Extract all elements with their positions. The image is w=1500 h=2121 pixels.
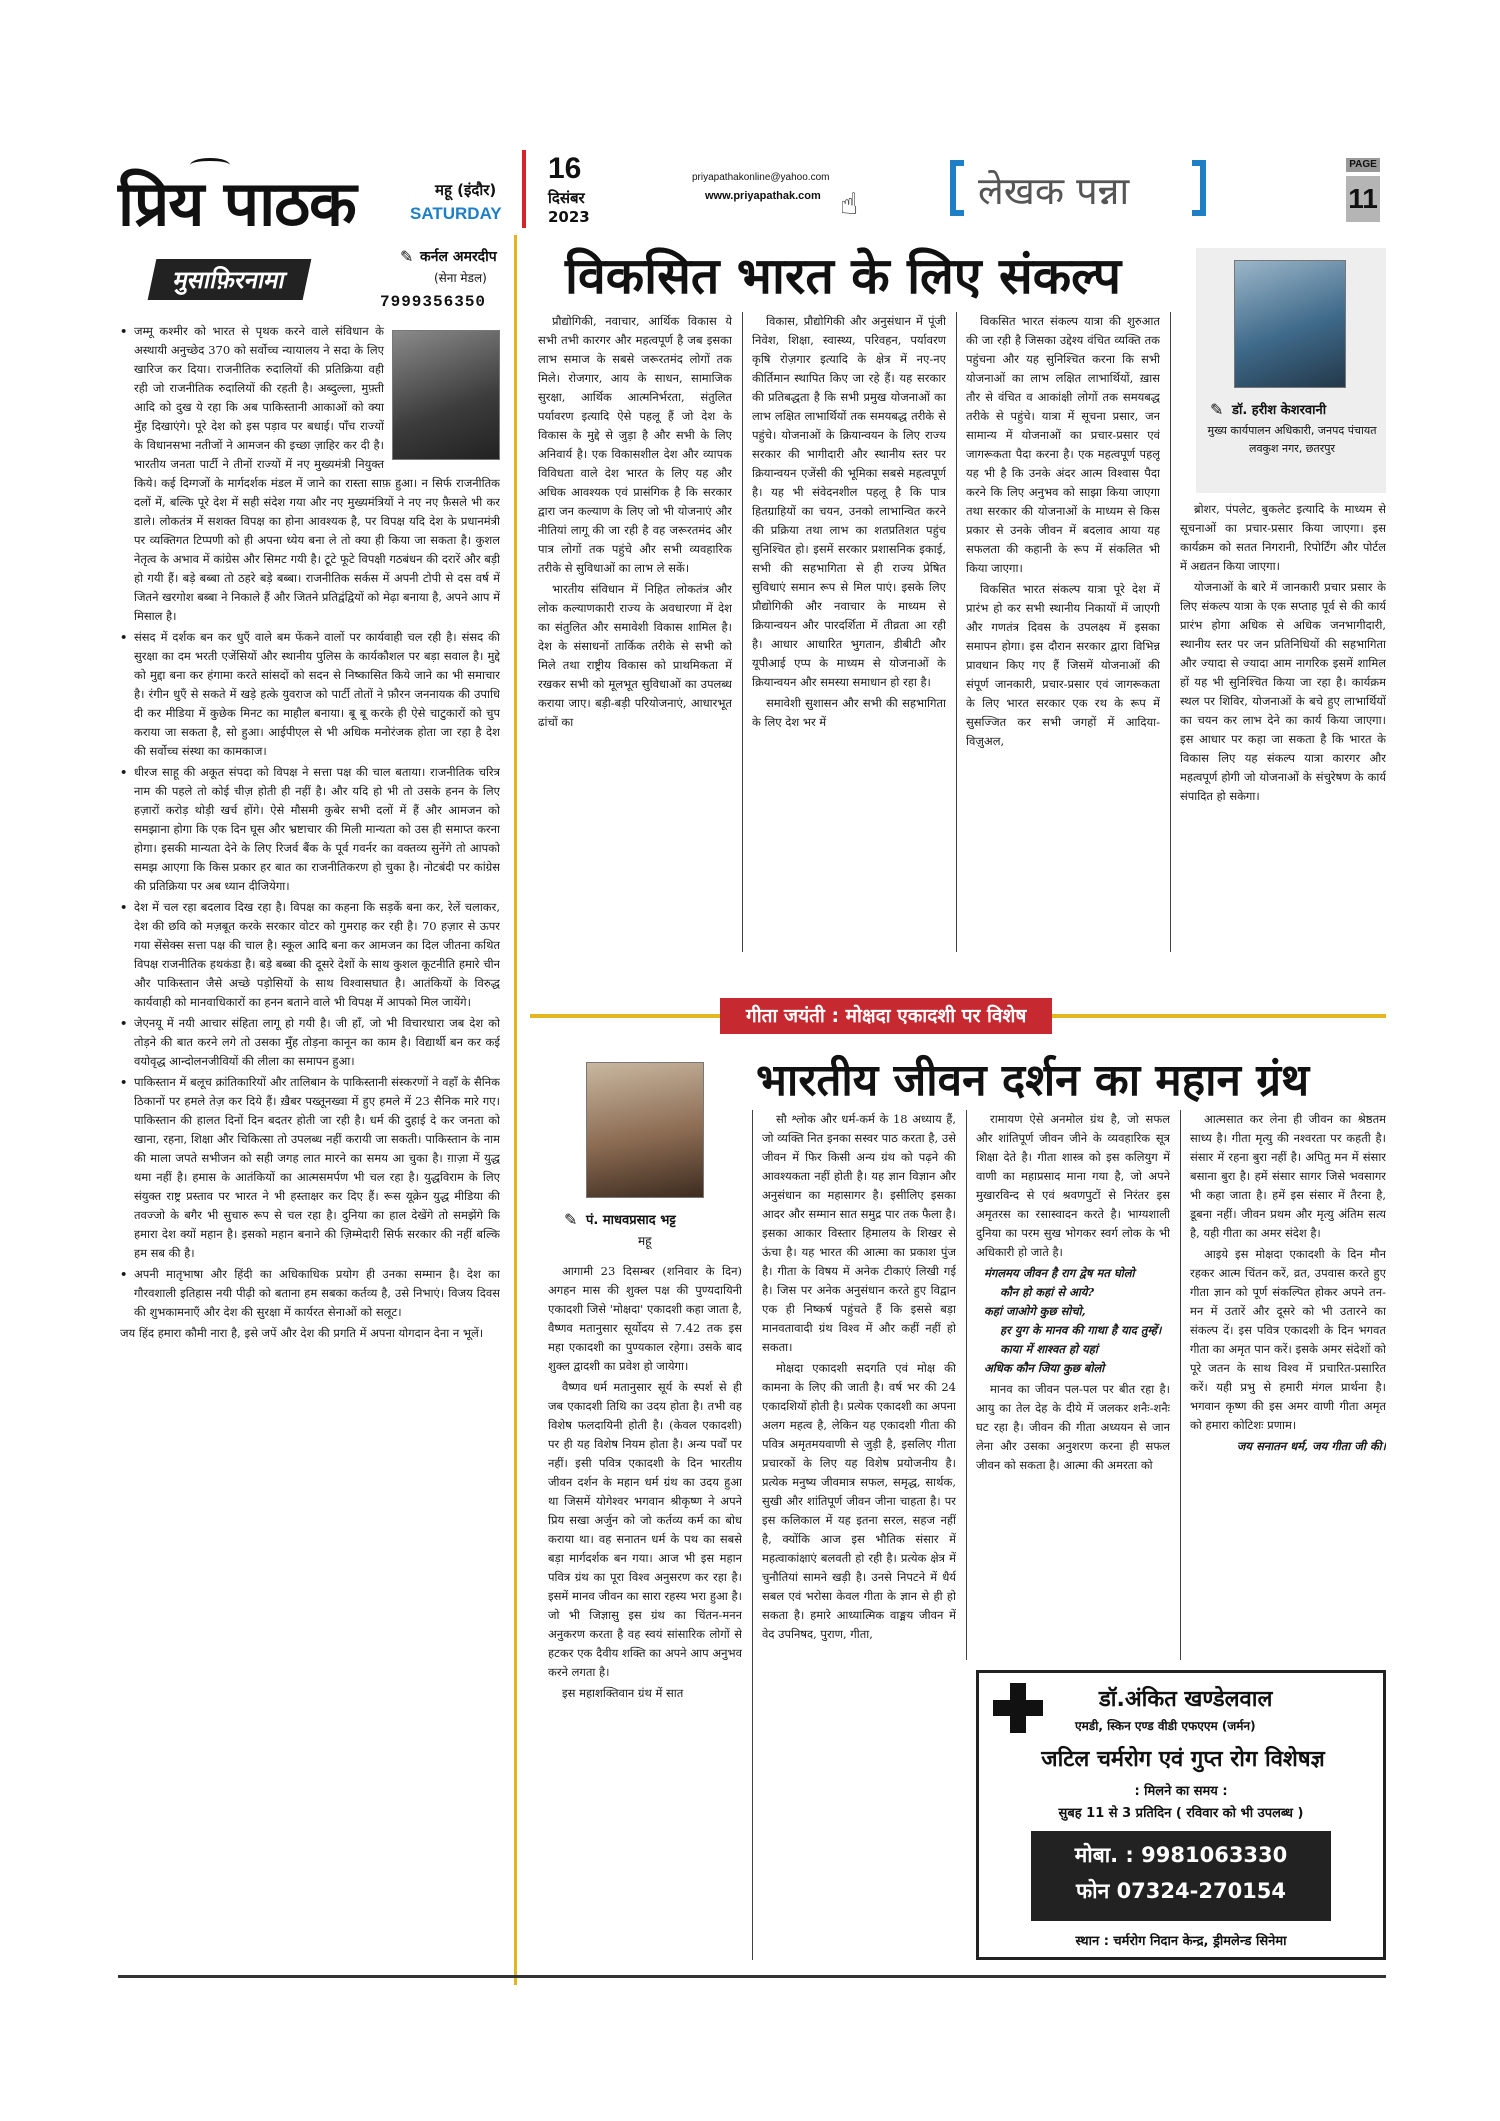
bottom-closing: जय सनातन धर्म, जय गीता जी की। — [1236, 1439, 1386, 1453]
top-col-4 — [1180, 500, 1386, 952]
masthead — [0, 0, 1500, 240]
pen-icon: ✎ — [1210, 400, 1224, 419]
page-badge — [1346, 158, 1380, 224]
column-rule — [956, 312, 957, 952]
advert-meeting-label: : मिलने का समय : — [1134, 1784, 1228, 1799]
top-paragraph: विकास, प्रौद्योगिकी और अनुसंधान में पूंजी निवेश, शिक्षा, स्वास्थ्य, परिवहन, पर्यावरण कृषि रोज़गार इत्यादि के क्षेत्र में नए-नए कीर्तिमान स्थापित किए जा रहे हैं। यह सरकार की प्रतिबद्धता है कि सभी प्रमुख योजनाओं का लाभ लक्षित लाभार्थियों तक समयबद्ध तरीके से पहुंचे। योजनाओं के क्रियान्वयन के लिए राज्य सरकार की भागीदारी और स्थानीय स्तर पर क्रियान्वयन एजेंसी की भूमिका सबसे महत्वपूर्ण है। यह भी संवेदनशील पहलू है कि पात्र हितग्राहियों का चयन, उनको लाभान्वित करने की प्रक्रिया तथा लाभ का शतप्रतिशत पहुंच सुनिश्चित हो। इसमें सरकार प्रशासनिक इकाई, सभी की सहभागिता से ही राज्य प्रेषित सुविधाएं समान रूप से मिल पाएं। इसके लिए प्रौद्योगिकी और नवाचार के माध्यम से क्रियान्वयन और पारदर्शिता में तीव्रता आ रही है। आधार आधारित भुगतान, डीबीटी और यूपीआई एप्प के माध्यम से योजनाओं के क्रियान्वयन और समस्या समाधान हो रहा है। — [752, 314, 946, 689]
top-col-3 — [966, 312, 1160, 952]
advert-mobile[interactable]: मोबा. : 9981063330 — [1074, 1843, 1288, 1867]
left-author-phone: 7999356350 — [380, 293, 487, 311]
top-paragraph: योजनाओं के बारे में जानकारी प्रचार प्रसार के लिए संकल्प यात्रा के एक सप्ताह पूर्व से की कार्य प्रारंभ होगा अधिक से अधिक जनभागीदारी, स्थानीय स्तर पर जन प्रतिनिधियों की सहभागिता और ज्यादा से ज्यादा आम नागरिक इसमें शामिल हों यह भी सुनिश्चित किया जा रहा है। कार्यक्रम स्थल पर शिविर, योजनाओं के बचे हुए लाभार्थियों का चयन कर लाभ देने का कार्य किया जाएगा। इस आधार पर कहा जा सकता है कि भारत के विकास लिए यह संकल्प यात्रा कारगर और महत्वपूर्ण होगी जो योजनाओं के संचुरेषण के कार्य संपादित हो सकेगा। — [1180, 580, 1386, 803]
top-headline: विकसित भारत के लिए संकल्प — [565, 247, 1122, 305]
top-author-role: मुख्य कार्यपालन अधिकारी, जनपद पंचायत लवकुश नगर, छतरपुर — [1207, 424, 1377, 455]
bottom-headline: भारतीय जीवन दर्शन का महान ग्रंथ — [756, 1055, 1310, 1106]
pen-icon: ✎ — [400, 247, 414, 266]
bottom-paragraph: आत्मसात कर लेना ही जीवन का श्रेष्ठतम साध्य है। गीता मृत्यु की नश्वरता पर कहती है। संसार में रहना बुरा नहीं है। अपितु मन में संसार बसाना बुरा है। हमें संसार सागर जिसे भवसागर भी कहा जाता है। हमें इस संसार में तैरना है, डूबना नहीं। जीवन प्रथम और मृत्यु अंतिम सत्य है, यही गीता का अमर संदेश है। — [1190, 1112, 1386, 1240]
top-paragraph: विकसित भारत संकल्प यात्रा पूरे देश में प्रारंभ हो कर सभी स्थानीय निकायों में जाएगी और गणतंत्र दिवस के उपलक्ष्य में इसका समापन होगा। इस दौरान सरकार द्वारा विभिन्न प्रावधान किए गए हैं जिसमें योजनाओं की संपूर्ण जानकारी, प्रचार-प्रसार एवं जागरूकता के लिए भारत सरकार एक रथ के रूप में सुसज्जित कर सभी जगहों में आदिया-विज़ुअल, — [966, 582, 1160, 748]
top-paragraph: भारतीय संविधान में निहित लोकतंत्र और लोक कल्याणकारी राज्य के अवधारणा में देश का संतुलित और समावेशी विकास शामिल है। देश के संसाधनों तार्किक तरीके से सभी को मिले तथा राष्ट्रीय विकास को प्राथमिकता में रखकर सभी को मूलभूत सुविधाओं का उपलब्ध कराया जाए। बड़ी-बड़ी परियोजनाएं, आधारभूत ढांचों का — [538, 582, 732, 729]
author-box-top — [1196, 248, 1386, 493]
masthead-email[interactable]: priyapathakonline@yahoo.com — [692, 172, 830, 183]
column-rule — [1180, 1110, 1181, 1660]
advert-degree: एमडी, स्किन एण्ड वीडी एफएएम (जर्मन) — [1075, 1719, 1256, 1733]
left-paragraph: • देश में चल रहा बदलाव दिख रहा है। विपक्ष का कहना कि सड़कें बना कर, रेलें चलाकर, देश की छवि को मज़बूत करके सरकार वोटर को गुमराह कर रही है। 70 हज़ार से ऊपर गया सेंसेक्स सत्ता पक्ष की चाल है। स्कूल आदि बना कर आमजन का दिल जीतना कथित विपक्ष राजनीतिक हथकंडा है। बड़े बब्बा की दूसरे देशों के साथ कुशल कूटनीति हमारे चीन और पाकिस्तान जैसे अच्छे पड़ोसियों के साथ विश्वासघात है। आतंकियों के विरुद्ध कार्यवाही को मानवाधिकारों का हनन बताने वाले भी विपक्ष में आपको मिल जायेंगे। — [120, 898, 500, 1012]
left-paragraph: • पाकिस्तान में बलूच क्रांतिकारियों और तालिबान के पाकिस्तानी संस्करणों ने वहाँ के सैनिक ठिकानों पर हमले तेज़ कर दिये हैं। ख़ैबर पख्तूनख्वा में हुए हमले में 23 सैनिक मारे गए। पाकिस्तान की हालत दिनों दिन बदतर होती जा रही है। धर्म की दुहाई दे कर जनता को खाना, रहना, शिक्षा और चिकित्सा तो उपलब्ध नहीं करायी जा सकती। पाकिस्तान के नाम की माला जपते सभीजन को सही जगह लात मारने का समय आ चुका है। ग़ाज़ा में युद्ध थमा नहीं है। हमास के आतंकियों का आत्मसमर्पण भी चल रहा है। युद्धविराम के लिए संयुक्त राष्ट्र प्रस्ताव पर भारत ने भी हस्ताक्षर कर दिए हैं। रूस यूक्रेन युद्ध मीडिया की तवज्जो के बगैर भी सुचारु रूप से चल रहा है। दुनिया का हाल देखेंगे तो समझेंगे कि हमारा देश क्यों महान है। इसको महान बनाने की ज़िम्मेदारी सिर्फ सरकार की नहीं बल्कि हम सब की है। — [120, 1073, 500, 1263]
bottom-author-name: पं. माधवप्रसाद भट्ट — [586, 1213, 676, 1228]
top-author-photo — [1234, 260, 1346, 388]
bottom-paragraph: सौ श्लोक और धर्म-कर्म के 18 अध्याय हैं, जो व्यक्ति नित इनका सस्वर पाठ करता है, उसे जीवन में फिर किसी अन्य ग्रंथ को पढ़ने की आवश्यकता नहीं होती है। यह ज्ञान विज्ञान और अनुसंधान का महासागर है। इसीलिए इसका आदर और सम्मान सात समुद्र पार तक फैला है। इसका आकार विस्तार हिमालय के शिखर से ऊंचा है। यह भारत की आत्मा का प्रकाश पुंज है। गीता के विषय में अनेक टीकाएं लिखी गई है। जिस पर अनेक अनुसंधान करते हुए विद्वान एक ही निष्कर्ष पहुंचते हैं कि इससे बड़ा मानवतावादी ग्रंथ विश्व में और कहीं नहीं हो सकता। — [762, 1112, 956, 1354]
masthead-lamp-icon — [190, 158, 230, 172]
bottom-paragraph: रामायण ऐसे अनमोल ग्रंथ है, जो सफल और शांतिपूर्ण जीवन जीने के व्यवहारिक सूत्र शिक्षा देते है। गीता शास्त्र को इस कलियुग में वाणी का महाप्रसाद माना गया है, जो अपने मुखारविन्द से एवं श्रवणपुटों से निरंतर इस अमृतरस का रसास्वादन करते है। भाग्यशाली दुनिया का परम सुख भोगकर स्वर्ग लोक के भी अधिकारी हो जाते है। — [976, 1112, 1170, 1259]
section-label-box — [950, 160, 1206, 216]
bottom-col-3 — [976, 1110, 1170, 1660]
bottom-paragraph: आइये इस मोक्षदा एकादशी के दिन मौन रहकर आत्म चिंतन करें, व्रत, उपवास करते हुए गीता ज्ञान को पूर्ण संकल्पित होकर अपने तन-मन में उतारें और दूसरे को भी उतारने का संकल्प दें। इस पवित्र एकादशी के दिन भगवत गीता का अमृत पान करें। इसके अमर संदेशों को पूरे जतन के साथ विश्व में प्रचारित-प्रसारित करें। यही प्रभु से हमारी मंगल प्रार्थना है। भगवान कृष्ण की इस अमर वाणी गीता अमृत को हमारा कोटिशः प्रणाम। — [1190, 1247, 1386, 1432]
column-rule — [752, 1110, 753, 1960]
bracket-left-icon — [950, 160, 964, 216]
poem-line: कहां जाओगे कुछ सोचो, — [984, 1304, 1086, 1318]
masthead-day: SATURDAY — [410, 204, 502, 223]
top-paragraph: विकसित भारत संकल्प यात्रा की शुरुआत की जा रही है जिसका उद्देश्य वंचित व्यक्ति तक पहुंचना और यह सुनिश्चित करना कि सभी योजनाओं का लाभ लक्षित लाभार्थियों, ख़ास तौर से वंचित व आकांक्षी लोगों तक समयबद्ध तरीके से पहुंचे। यात्रा में सूचना प्रसार, जन सामान्य में योजनाओं का प्रचार-प्रसार एवं जागरूकता पैदा करना है। एक महत्वपूर्ण पहलू यह भी है कि उनके अंदर आत्म विश्वास पैदा करने कि लिए अनुभव को साझा किया जाएगा तथा सरकार की योजनाओं के माध्यम से किस प्रकार से उनके जीवन में बदलाव आया यह सफलता की कहानी के रूप में संकलित भी किया जाएगा। — [966, 314, 1160, 575]
bottom-author-photo — [586, 1062, 704, 1198]
author-box-bottom — [548, 1062, 744, 1262]
top-paragraph: ब्रोशर, पंपलेट, बुकलेट इत्यादि के माध्यम से सूचनाओं का प्रचार-प्रसार किया जाएगा। इस कार्यक्रम को सतत निगरानी, रिपोर्टिंग और पोर्टल में अद्यतन किया जाएगा। — [1180, 502, 1386, 573]
advert-hours: सुबह 11 से 3 प्रतिदिन ( रविवार को भी उपलब्ध ) — [1058, 1806, 1304, 1821]
advert-phone[interactable]: फोन 07324-270154 — [1075, 1879, 1287, 1903]
bracket-right-icon — [1192, 160, 1206, 216]
top-col-2 — [752, 312, 946, 952]
column-rule — [742, 312, 743, 952]
advert-contact-box — [1031, 1831, 1331, 1921]
section-label: लेखक पन्ना — [978, 169, 1130, 213]
bottom-col-2 — [762, 1110, 956, 1962]
column-rule — [1170, 312, 1171, 952]
left-paragraph: • जम्मू कश्मीर को भारत से पृथक करने वाले संविधान के अस्थायी अनुच्छेद 370 को सर्वोच्च न्यायालय ने सदा के लिए खारिज कर दिया। राजनीतिक रुदालियों की प्रतिक्रिया वही रही जो राजनीतिक रुदालियों की रहती है। अब्दुल्ला, मुफ़्ती आदि को दुख ये रहा कि अब पाकिस्तानी आकाओं को क्या मुँह दिखाएंगे। पूरे देश को इस पड़ाव पर बधाई। पाँच राज्यों के विधानसभा नतीजों ने आमजन की इच्छा ज़ाहिर कर दी है। भारतीय जनता पार्टी ने तीनों राज्यों में नए मुख्यमंत्री नियुक्त किये। कई दिग्गजों के मार्गदर्शक मंडल में जाने का रास्ता साफ़ हुआ। न सिर्फ राजनीतिक दलों में, बल्कि पूरे देश में सही संदेश गया और नए मुख्यमंत्रियों ने नए नए फ़ैसले भी कर डाले। लोकतंत्र में सशक्त विपक्ष का होना आवश्यक है, पर विपक्ष यदि देश के प्रधानमंत्री पर व्यक्तिगत टिप्पणी को ही अपना ध्येय बना ले तो क्या ही किया जा सकता है। कुशल नेतृत्व के अभाव में कांग्रेस और सिमट गयी है। टूटे फूटे विपक्षी गठबंधन की दरारें और बड़ी हो गयी हैं। बड़े बब्बा तो ठहरे बड़े बब्बा। राजनीतिक सर्कस में अपनी टोपी से दस वर्ष में जितने खरगोश बब्बा ने निकाले हैं और जितने प्रतिद्वंद्वियों को मेढ़ा बनाया है, अपने आप में मिसाल है। — [120, 322, 500, 626]
advert-address: स्थान : चर्मरोग निदान केन्द्र, ड्रीमलेन्ड सिनेमा — [1075, 1934, 1287, 1949]
left-closing: जय हिंद हमारा कौमी नारा है, इसे जपें और देश की प्रगति में अपना योगदान देना न भूलें। — [120, 1326, 484, 1340]
top-col-1 — [538, 312, 732, 952]
advert-doctor-name: डॉ.अंकित खण्डेलवाल — [1099, 1687, 1273, 1712]
left-author: कर्नल अमरदीप — [420, 249, 497, 265]
medical-cross-icon — [993, 1683, 1043, 1733]
top-author-name: डॉ. हरीश केशरवानी — [1232, 403, 1327, 418]
bottom-author-place: महू — [638, 1234, 652, 1248]
left-paragraph: • जेएनयू में नयी आचार संहिता लागू हो गयी है। जी हाँ, जो भी विचारधारा जब देश को तोड़ने की बात करने लगे तो उसका मुँह तोड़ना कानून का काम है। विद्यार्थी बन कर कई वयोवृद्ध आन्दोलनजीवियों की लीला का समापन हुआ। — [120, 1014, 500, 1071]
masthead-website[interactable]: www.priyapathak.com — [705, 190, 821, 202]
left-author-sub: (सेना मेडल) — [434, 271, 487, 285]
musafirnama-header — [118, 245, 498, 315]
masthead-divider-red — [522, 150, 526, 228]
left-paragraph: • धीरज साहू की अकूत संपदा को विपक्ष ने सत्ता पक्ष की चाल बताया। राजनीतिक चरित्र नाम की पहले तो कोई चीज़ होती ही नहीं है। और यदि हो भी तो उसके हनन के लिए हज़ारों करोड़ थोड़ी खर्च होंगे। ऐसे मौसमी कुबेर सभी दलों में हैं और आमजन को समझाना होगा कि एक दिन घूस और भ्रष्टाचार की मिली मान्यता को उस ही समाप्त करना होगा। इसकी मान्यता देने के लिए रिजर्व बैंक के पूर्व गवर्नर का वक्तव्य सुनेंगे तो आपको समझ आएगा कि किस प्रकार हर बात का राजनीतिकरण हो चुका है। नोटबंदी पर कांग्रेस की प्रतिक्रिया पर अब ध्यान दीजियेगा। — [120, 763, 500, 896]
masthead-date: 16 — [548, 152, 582, 185]
poem-line: काया में शाश्वत हो यहां — [1000, 1342, 1098, 1356]
masthead-title: प्रिय पाठक — [118, 167, 356, 240]
bottom-paragraph: इस महाशक्तिवान ग्रंथ में सात — [562, 1686, 684, 1700]
left-column-divider — [514, 235, 517, 1985]
bottom-paragraph: आगामी 23 दिसम्बर (शनिवार के दिन) अगहन मास की शुक्ल पक्ष की पुण्यदायिनी एकादशी जिसे 'मोक्षदा' एकादशी कहा जाता है, वैष्णव मतानुसार सूर्योदय से 7.42 तक इस महा एकादशी का पुण्यकाल रहेगा। उसके बाद शुक्ल द्वादशी का प्रवेश हो जायेगा। — [548, 1264, 742, 1373]
masthead-year: 2023 — [548, 208, 590, 226]
left-paragraph: • संसद में दर्शक बन कर धुएँ वाले बम फेंकने वालों पर कार्यवाही चल रही है। संसद की सुरक्षा का दम भरती एजेंसियों और स्थानीय पुलिस के कार्यकौशल पर बड़ा सवाल है। मुद्दे को मुद्दा बना कर हंगामा करते सांसदों को सदन से निष्कासित किये जाने का भी समाचार है। रंगीन धुएँ से सकते में खड़े हत्के युवराज को पार्टी तोतों ने फ़ौरन जननायक की उपाधि दी कर मीडिया में कुछेक मिनट का माहौल बनाया। बू बू करके ही ऐसे चाटुकारों को चुप कराया जा सकता है, सो हुआ। आईपीएल से भी अधिक मनोरंजक होता जा रहा है देश की सर्वोच्च संस्था का कामकाज। — [120, 628, 500, 761]
page-bottom-rule — [118, 1975, 1386, 1978]
advert-specialty: जटिल चर्मरोग एवं गुप्त रोग विशेषज्ञ — [1041, 1747, 1325, 1772]
bottom-paragraph: मानव का जीवन पल-पल पर बीत रहा है। आयु का तेल देह के दीये में जलकर शनैः-शनैः घट रहा है। जीवन की गीता अध्ययन से जान लेना और उसका अनुशरण करना ही सफल जीवन को सकता है। आत्मा की अमरता को — [976, 1382, 1170, 1472]
poem-line: कौन हो कहां से आये? — [1000, 1285, 1095, 1299]
doctor-advert — [976, 1670, 1386, 1960]
poem — [976, 1264, 1170, 1378]
bottom-col-4 — [1190, 1110, 1386, 1660]
page-number: 11 — [1346, 176, 1380, 222]
bottom-paragraph: मोक्षदा एकादशी सदगति एवं मोक्ष की कामना के लिए की जाती है। वर्ष भर की 24 एकादशियों होती है। प्रत्येक एकादशी का अपना अलग महत्व है, लेकिन यह एकादशी गीता की पवित्र अमृतमयवाणी से जुड़ी है, इसलिए गीता प्रचारकों के लिए यह विशेष प्रयोजनीय है। प्रत्येक मनुष्य जीवमात्र सफल, समृद्ध, सार्थक, सुखी और शांतिपूर्ण जीवन जीना चाहता है। पर इस कलिकाल में यह इतना सरल, सहज नहीं है, क्योंकि आज इस भौतिक संसार में महत्वाकांक्षाएं बलवती हो रही है। प्रत्येक क्षेत्र में चुनौतियां सामने खड़ी है। उनसे निपटने में धैर्य सबल एवं भरोसा केवल गीता के ज्ञान से ही हो सकता है। हमारे आध्यात्मिक वाङ्मय जीवन में वेद उपनिषद, पुराण, गीता, — [762, 1361, 956, 1641]
pen-icon: ✎ — [564, 1210, 578, 1229]
bottom-col-1 — [548, 1262, 742, 1962]
left-column-text — [120, 322, 500, 1967]
top-paragraph: समावेशी सुशासन और सभी की सहभागिता के लिए देश भर में — [752, 696, 946, 729]
poem-line: अधिक कौन जिया कुछ बोलो — [984, 1361, 1105, 1375]
masthead-month: दिसंबर — [548, 189, 585, 207]
pointer-hand-icon: ☝ — [840, 187, 859, 222]
top-paragraph: प्रौद्योगिकी, नवाचार, आर्थिक विकास ये सभी तभी कारगर और महत्वपूर्ण है जब इसका लाभ समाज के सबसे जरूरतमंद लोगों तक मिले। रोजगार, आय के साधन, सामाजिक सुरक्षा, आर्थिक आत्मनिर्भरता, संतुलित पर्यावरण इत्यादि ऐसे पहलू हैं जो देश के विकास के मुद्दे से जुड़ा है और सभी के लिए अनिवार्य है। एक विकासशील देश और व्यापक विविधता वाले देश भारत के लिए यह और अधिक आवश्यक एवं प्रासंगिक है कि सरकार द्वारा जन कल्याण के लिए जो भी योजनाएं और नीतियां लागू की जा रही है वह जरूरतमंद और पात्र लोगों तक पहुंचे और सभी व्यवहारिक तरीके से सुविधाओं का लाभ ले सकें। — [538, 314, 732, 575]
left-paragraph: • अपनी मातृभाषा और हिंदी का अधिकाधिक प्रयोग ही उनका सम्मान है। देश का गौरवशाली इतिहास नयी पीढ़ी को बताना हम सबका कर्तव्य है, उसे निभाएं। विजय दिवस की शुभकामनाएँ और देश की सुरक्षा में कार्यरत सेनाओं को सलूट। — [120, 1265, 500, 1322]
column-rule — [966, 1110, 967, 1660]
poem-line: मंगलमय जीवन है राग द्वेष मत घोलो — [984, 1266, 1135, 1280]
column-title: मुसाफ़िरनामा — [148, 259, 312, 300]
bottom-paragraph: वैष्णव धर्म मतानुसार सूर्य के स्पर्श से ही जब एकादशी तिथि का उदय होता है। तभी वह विशेष फलदायिनी होती है। (केवल एकादशी) पर ही यह विशेष नियम होता है। अन्य पर्वों पर नहीं। इसी पवित्र एकादशी के दिन भारतीय जीवन दर्शन के महान धर्म ग्रंथ का उदय हुआ था जिसमें योगेश्वर भगवान श्रीकृष्ण ने अपने प्रिय सखा अर्जुन को जो कर्तव्य कर्म का बोध कराया था। वह सनातन धर्म के पथ का सबसे बड़ा मार्गदर्शक बन गया। आज भी इस महान पवित्र ग्रंथ का पूरा विश्व अनुसरण कर रहा है। इसमें मानव जीवन का सारा रहस्य भरा हुआ है। जो भी जिज्ञासु इस ग्रंथ का चिंतन-मनन अनुकरण करता है वह स्वयं सांसारिक लोगों से हटकर एक दैवीय शक्ति का अपने आप अनुभव करने लगता है। — [548, 1380, 742, 1679]
poem-line: हर युग के मानव की गाथा है याद तुम्हें। — [1000, 1323, 1162, 1337]
masthead-location: महू (इंदौर) — [435, 181, 497, 199]
page-badge-label: PAGE — [1346, 158, 1380, 172]
kicker-banner: गीता जयंती : मोक्षदा एकादशी पर विशेष — [720, 998, 1052, 1034]
